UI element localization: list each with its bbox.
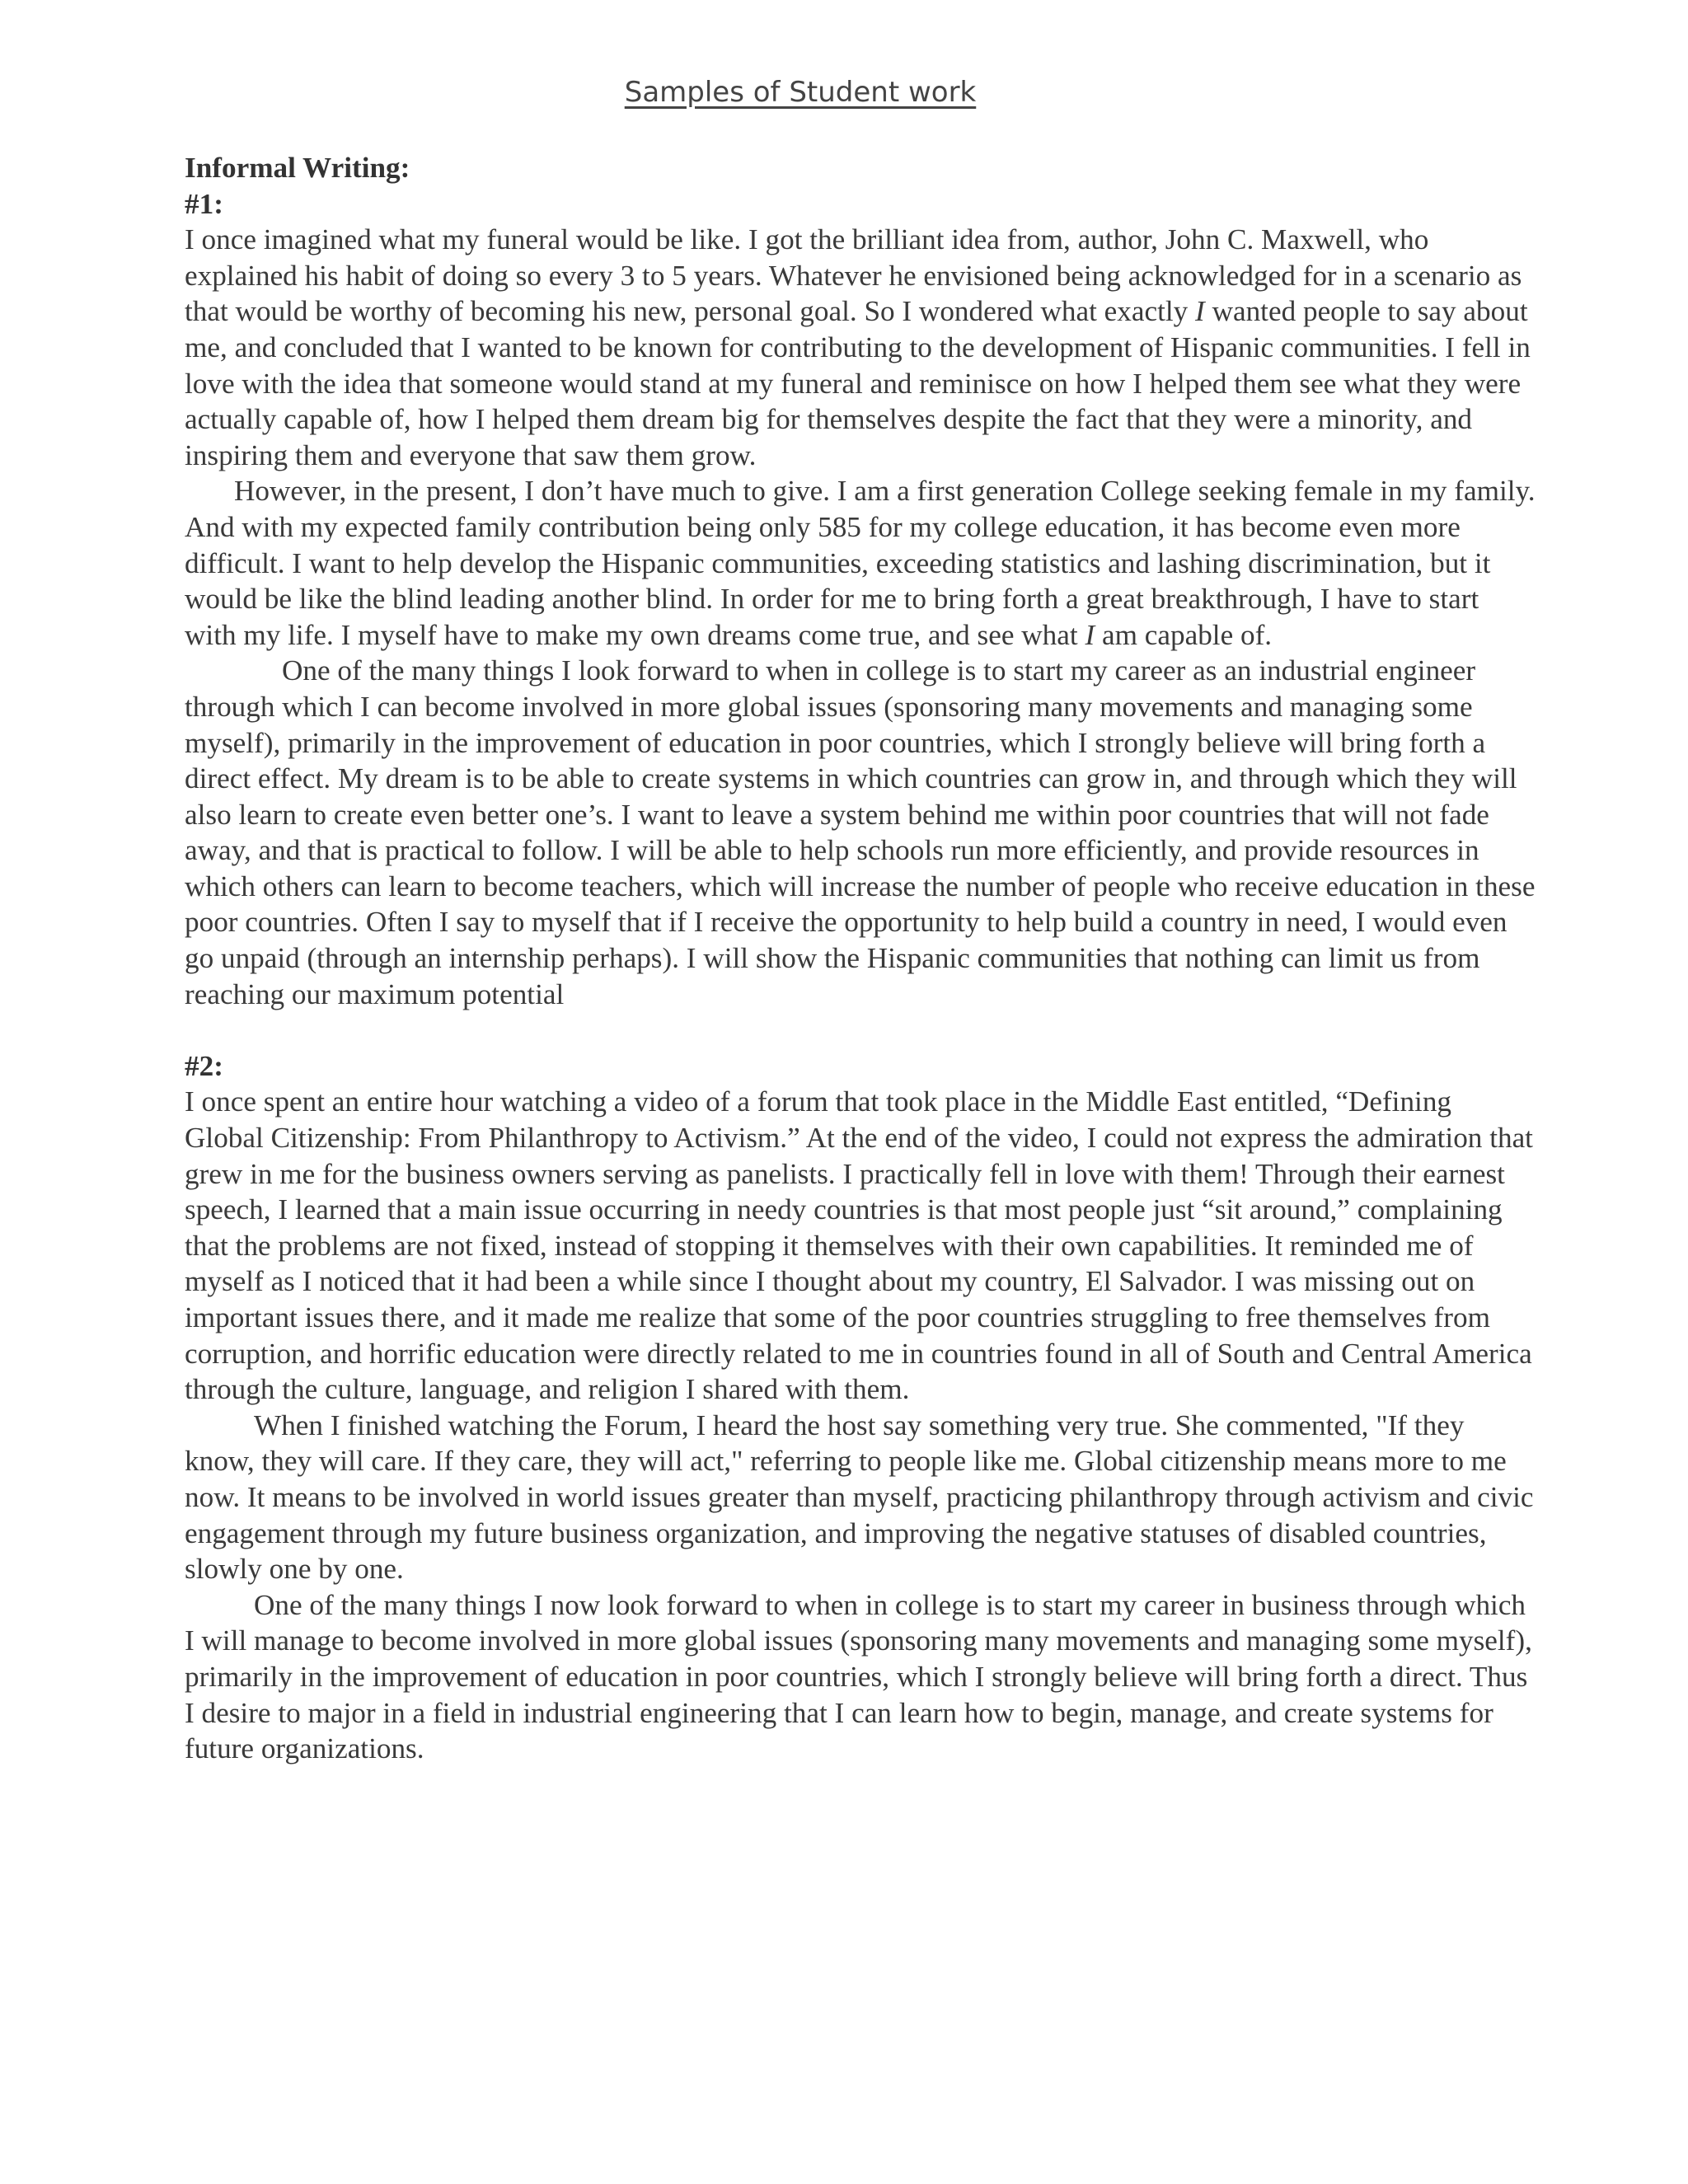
essay-label: #2: xyxy=(185,1049,223,1082)
paragraph-text: wanted people to say about me, and concluded that I wanted to be known for contributing to the development of Hispanic communities. I fell in love with the idea that someone would stand at my funeral and reminisce on how I helped them see what they were actually capable of, how I helped them dream big for themselves despite the fact that they were a minority, and inspiring them and everyone that saw them grow. xyxy=(185,295,1531,471)
document-title: Samples of Student work xyxy=(624,76,977,109)
emphasis-text: I xyxy=(1085,618,1095,651)
paragraph-text: I once imagined what my funeral would be like. I got the brilliant idea from, author, John C. Maxwell, who explained his habit of doing so every 3 to 5 years. Whatever he envisioned being acknowledged for in a scenario as that would be worthy of becoming his new, personal goal. So I wondered what exactly xyxy=(185,223,1522,328)
essay-paragraph: I once spent an entire hour watching a video of a forum that took place in the Middle East entitled, “Defining Global Citizenship: From Philanthropy to Activism.” At the end of the video, I could not express the admiration that grew in me for the business owners serving as panelists. I practically fell in love with them! Through their earnest speech, I learned that a main issue occurring in needy countries is that most people just “sit around,” complaining that the problems are not fixed, instead of stopping it themselves with their own capabilities. It reminded me of myself as I noticed that it had been a while since I thought about my country, El Salvador. I was missing out on important issues there, and it made me realize that some of the poor countries struggling to free themselves from corruption, and horrific education were directly related to me in countries found in all of South and Central America through the culture, language, and religion I shared with them. xyxy=(185,1085,1533,1406)
essay-paragraph xyxy=(185,473,1536,653)
document-body xyxy=(185,150,1536,1767)
essay-paragraph: One of the many things I look forward to when in college is to start my career as an industrial engineer through which I can become involved in more global issues (sponsoring many movements and managing some myself), primarily in the improvement of education in poor countries, which I strongly believe will bring forth a direct effect. My dream is to be able to create systems in which countries can grow in, and through which they will also learn to create even better one’s. I want to leave a system behind me within poor countries that will not fade away, and that is practical to follow. I will be able to help schools run more efficiently, and provide resources in which others can learn to become teachers, which will increase the number of people who receive education in these poor countries. Often I say to myself that if I receive the opportunity to help build a country in need, I would even go unpaid (through an internship perhaps). I will show the Hispanic communities that nothing can limit us from reaching our maximum potential xyxy=(185,654,1536,1010)
essay-label: #1: xyxy=(185,187,223,220)
essay-1 xyxy=(185,186,1536,1013)
paragraph-text: However, in the present, I don’t have much to give. I am a first generation College seeking female in my family. And with my expected family contribution being only 585 for my college education, it has become even more difficult. I want to help develop the Hispanic communities, exceeding statistics and lashing discrimination, but it would be like the blind leading another blind. In order for me to bring forth a great breakthrough, I have to start with my life. I myself have to make my own dreams come true, and see what xyxy=(185,475,1536,651)
essay-paragraph xyxy=(185,222,1536,473)
essay-2 xyxy=(185,1048,1536,1767)
section-spacer xyxy=(185,1012,1536,1048)
emphasis-text: I xyxy=(1195,295,1205,328)
essay-paragraph: One of the many things I now look forward to when in college is to start my career in business through which I will manage to become involved in more global issues (sponsoring many movements and managing some myself), primarily in the improvement of education in poor countries, which I strongly believe will bring forth a direct. Thus I desire to major in a field in industrial engineering that I can learn how to begin, manage, and create systems for future organizations. xyxy=(185,1588,1532,1765)
essay-paragraph: When I finished watching the Forum, I heard the host say something very true. She commented, "If they know, they will care. If they care, they will act," referring to people like me. Global citizenship means more to me now. It means to be involved in world issues greater than myself, practicing philanthropy through activism and civic engagement through my future business organization, and improving the negative statuses of disabled countries, slowly one by one. xyxy=(185,1408,1534,1586)
section-heading: Informal Writing: xyxy=(185,152,410,184)
paragraph-text: am capable of. xyxy=(1095,618,1273,651)
